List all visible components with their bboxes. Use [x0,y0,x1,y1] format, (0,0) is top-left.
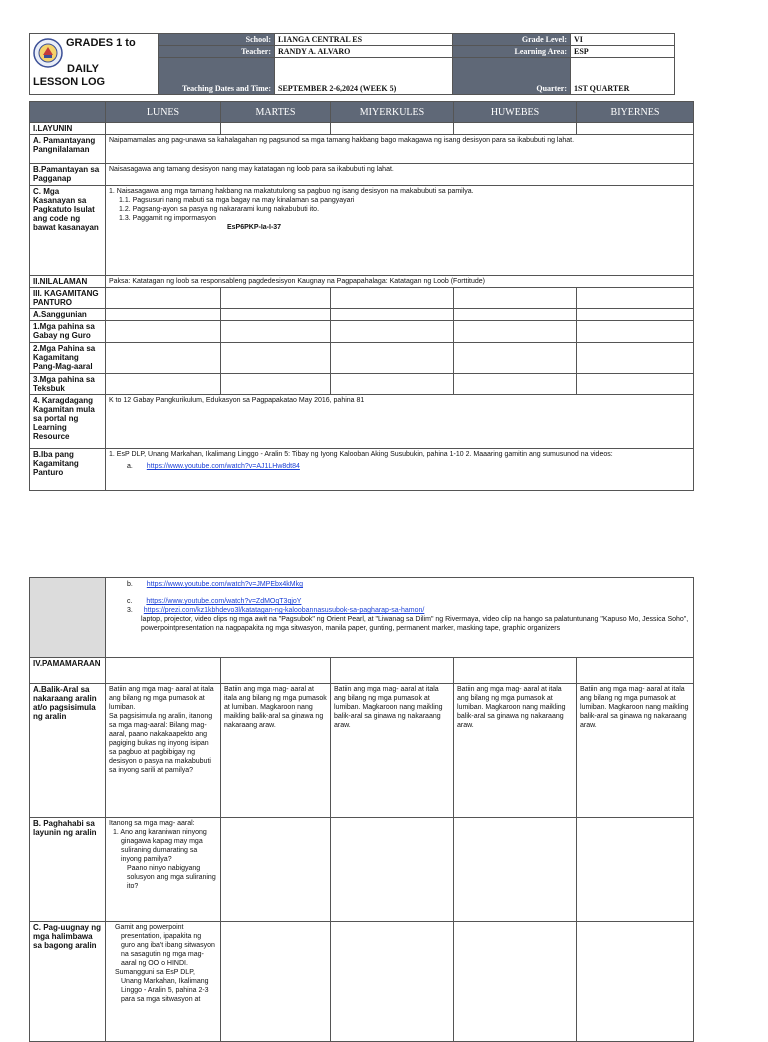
title-block [30,34,159,95]
gabay-guro-label: 1.Mga pahina sa Gabay ng Guro [30,321,106,343]
video-link-c[interactable]: https://www.youtube.com/watch?v=ZdMOqT3qjoY [146,598,302,605]
link-3-marker: 3. [127,607,133,614]
area-value: ESP [571,46,675,58]
grade-value: VI [571,34,675,46]
day-header-lunes: LUNES [106,102,221,123]
title-line-3: LESSON LOG [33,76,106,88]
kasanayan-label: C. Mga Kasanayan sa Pagkatuto Isulat ang code ng bawat kasanayan [30,186,106,276]
balik-aral-miyerkules: Batiin ang mga mag- aaral at itala ang bilang ng mga pumasok at lumiban. Magkaroon nang maikling balik-aral sa ginawa ng nakaraang araw. [331,684,454,818]
nilalaman-text: Paksa: Katatagan ng loob sa responsableng pagdedesisyon Kaugnay na Pagpapahalaga: Katatagan ng Loob (Forttitude) [106,276,694,288]
pamantayang-pangnilalaman-text: Naipamamalas ang pag-unawa sa kahalagahan ng pagsunod sa mga tamang hakbang bago makagawa ng isang desisyon para sa ikabubuti ng lahat. [106,135,694,164]
link-a-marker: a. [127,463,133,470]
kasanayan-line-2: 1.1. Pagsusuri nang mabuti sa mga bagay na may kinalaman sa pangyayari [119,197,355,204]
school-value: LIANGA CENTRAL ES [275,34,453,46]
teacher-label: Teacher: [159,46,275,58]
pamantayang-pangnilalaman-label: A. Pamantayang Pangnilalaman [30,135,106,164]
nilalaman-label: II.NILALAMAN [30,276,106,288]
school-label: School: [159,34,275,46]
balik-aral-label: A.Balik-Aral sa nakaraang aralin at/o pagsisimula ng aralin [30,684,106,818]
title-line-1: GRADES 1 to [66,37,136,49]
paghahabi-line-2: 1. Ano ang karaniwan ninyong ginagawa kapag may mga suliraning dumarating sa inyong pamilya? [113,829,207,863]
video-link-b[interactable]: https://www.youtube.com/watch?v=JMPEbx4kMkg [146,581,304,588]
balik-aral-lunes-2: Sa pagsisimula ng aralin, itanong sa mga mag-aaral: Bilang mag- aaral, paano nakakaapekto ang pagiging bukas ng inyong isipan sa pagbuo at pagbibigay ng desisyon o pasya na makabubuti sa inyong sarili at pamilya? [109,713,213,774]
deped-seal-icon [33,38,63,68]
dates-value: SEPTEMBER 2-6,2024 (WEEK 5) [275,58,453,95]
kasanayan-code: EsP6PKP-Ia-I-37 [227,224,282,231]
kasanayan-line-4: 1.3. Paggamit ng impormasyon [119,215,216,222]
karagdagang-kagamitan-text: K to 12 Gabay Pangkurikulum, Edukasyon sa Pagpapakatao May 2016, pahina 81 [106,395,694,449]
kagamitang-panturo-label: III. KAGAMITANG PANTURO [30,288,106,309]
day-header-huwebes: HUWEBES [454,102,577,123]
paghahabi-line-1: Itanong sa mga mag- aaral: [109,820,195,827]
materials-text: laptop, projector, video clips ng mga awit na "Pagsubok" ng Orient Pearl, at "Liwanag sa Dilim" ng Rivermaya, video clip na hango sa palatuntunang "Kapuso Mo, Jessica Soho", powerpointpresentation na nagpapakita ng mga sitwasyon, manila paper, gunting, permanent marker, masking tape, graphic organizers [141,616,689,632]
balik-aral-lunes [106,684,221,818]
dates-label: Teaching Dates and Time: [159,58,275,95]
title-line-2: DAILY [67,63,99,75]
paghahabi-line-3: Paano ninyo nabigyang solusyon ang mga suliraning ito? [127,865,216,890]
teacher-value: RANDY A. ALVARO [275,46,453,58]
teksbuk-label: 3.Mga pahina sa Teksbuk [30,374,106,395]
kasanayan-line-3: 1.2. Pagsang-ayon sa pasya ng nakararami kung nakabubuti ito. [119,206,320,213]
balik-aral-huwebes: Batiin ang mga mag- aaral at itala ang bilang ng mga pumasok at lumiban. Magkaroon nang maikling balik-aral sa ginawa ng nakaraang araw. [454,684,577,818]
video-link-a[interactable]: https://www.youtube.com/watch?v=AJ1LHw8dt84 [146,463,300,470]
kagamitang-mag-aaral-label: 2.Mga Pahina sa Kagamitang Pang-Mag-aaral [30,343,106,374]
pag-uugnay-line-2: Sumangguni sa EsP DLP, Unang Markahan, Ikalimang Linggo - Aralin 5, pahina 2-3 para sa mga sitwasyon at [115,969,209,1003]
kasanayan-text [106,186,694,276]
sanggunian-label: A.Sanggunian [30,309,106,321]
pamantayan-pagganap-text: Naisasagawa ang tamang desisyon nang may katatagan ng loob para sa ikabubuti ng lahat. [106,164,694,186]
layunin-label: I.LAYUNIN [30,123,106,135]
dll-page2-table [29,577,694,1042]
link-c-marker: c. [127,598,133,605]
pamantayan-pagganap-label: B.Pamantayan sa Pagganap [30,164,106,186]
materials-cell [106,578,694,658]
karagdagang-kagamitan-label: 4. Karagdagang Kagamitan mula sa portal ng Learning Resource [30,395,106,449]
paghahabi-label: B. Paghahabi sa layunin ng aralin [30,818,106,922]
pamamaraan-label: IV.PAMAMARAAN [30,658,106,684]
iba-pang-kagamitan-label: B.Iba pang Kagamitang Panturo [30,449,106,491]
pag-uugnay-label: C. Pag-uugnay ng mga halimbawa sa bagong aralin [30,922,106,1042]
iba-pang-kagamitan-desc: 1. EsP DLP, Unang Markahan, Ikalimang Linggo - Aralin 5: Tibay ng Iyong Kalooban Aking Susubukin, pahina 1-10 2. Maaaring gamitin ang sumusunod na videos: [109,451,613,458]
balik-aral-biyernes: Batiin ang mga mag- aaral at itala ang bilang ng mga pumasok at lumiban. Magkaroon nang maikling balik-aral sa ginawa ng nakaraang araw. [577,684,694,818]
balik-aral-lunes-1: Batiin ang mga mag- aaral at itala ang bilang ng mga pumasok at lumiban. [109,686,214,711]
dll-main-table [29,101,694,491]
paghahabi-lunes [106,818,221,922]
pag-uugnay-line-1: Gamit ang powerpoint presentation, ipapakita ng guro ang iba't ibang sitwasyon na sasagutin ng mga mag-aaral ng OO o HINDI. [115,924,215,967]
quarter-value: 1ST QUARTER [571,58,675,95]
dll-header [29,33,675,95]
iba-pang-kagamitan-text [106,449,694,491]
prezi-link[interactable]: https://prezi.com/kz1kbhdevo3l/katatagan-ng-kaloobannasusubok-sa-pagharap-sa-hamon/ [143,607,425,614]
balik-aral-martes: Batiin ang mga mag- aaral at itala ang bilang ng mga pumasok at lumiban. Magkaroon nang maikling balik-aral sa ginawa ng nakaraang araw. [221,684,331,818]
link-b-marker: b. [127,581,133,588]
day-header-miyerkules: MIYERKULES [331,102,454,123]
area-label: Learning Area: [453,46,571,58]
quarter-label: Quarter: [453,58,571,95]
grade-label: Grade Level: [453,34,571,46]
day-header-biyernes: BIYERNES [577,102,694,123]
kasanayan-line-1: 1. Naisasagawa ang mga tamang hakbang na makatutulong sa pagbuo ng isang desisyon na makabubuti sa pamilya. [109,188,474,195]
day-header-martes: MARTES [221,102,331,123]
